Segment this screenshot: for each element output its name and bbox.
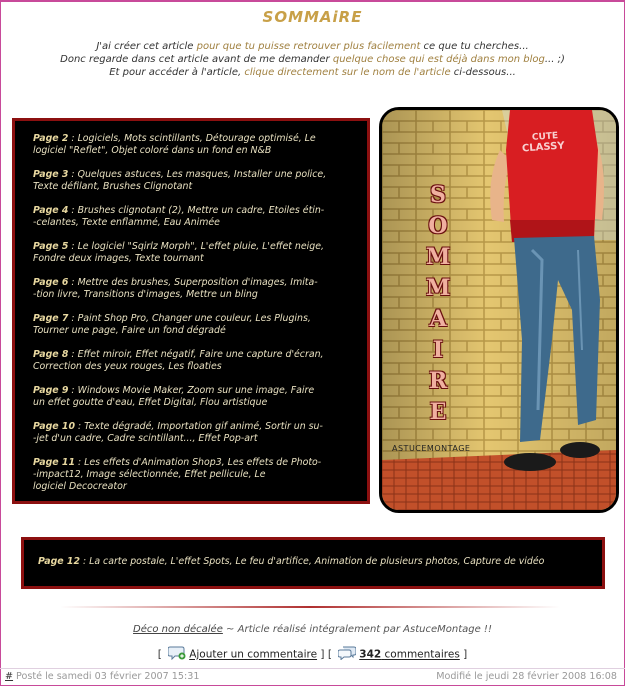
- page-topics-cont: -tion livre, Transitions d'images, Mettre un bling: [33, 289, 258, 300]
- page-topics-cont: -celantes, Texte enflammé, Eau Animée: [33, 217, 220, 228]
- page-topics-cont: un effet goutte d'eau, Effet Digital, Flou artistique: [33, 397, 268, 408]
- page-entry-8[interactable]: Page 8 : Effet miroir, Effet négatif, Faire une capture d'écran, Correction des yeux rouges, Les floaties: [33, 349, 324, 372]
- intro-line-1: [20, 40, 605, 53]
- intro-line-3c: ci-dessous...: [450, 67, 516, 78]
- intro-line-1a: J'ai créer cet article: [96, 41, 197, 52]
- vertical-letter: A: [429, 306, 447, 332]
- vertical-letter: R: [428, 368, 448, 394]
- pages-index-box: [12, 118, 370, 504]
- permalink[interactable]: #: [5, 671, 14, 682]
- section-divider: [60, 606, 560, 608]
- page-topics: La carte postale, L'effet Spots, Le feu d'artifice, Animation de plusieurs photos, Capture de vidéo: [89, 556, 545, 567]
- deco-link[interactable]: Déco non décalée: [133, 624, 223, 635]
- page-topics-cont: -impact12, Image sélectionnée, Effet pellicule, Le: [33, 469, 266, 480]
- intro-line-3-highlight: clique directement sur le nom de l'article: [244, 67, 451, 78]
- page-number: Page 4: [33, 205, 69, 216]
- page-topics-cont-2: logiciel Decocreator: [33, 481, 127, 492]
- credits-line: [0, 624, 625, 635]
- page-topics: Logiciels, Mots scintillants, Détourage optimisé, Le: [77, 133, 316, 144]
- vertical-letter: S: [430, 182, 446, 208]
- page-entry-11[interactable]: Page 11 : Les effets d'Animation Shop3, Les effets de Photo- -impact12, Image sélectionnée, Effet pellicule, Le logiciel Decocreator: [33, 457, 322, 492]
- page-topics-cont: Texte défilant, Brushes Clignotant: [33, 181, 193, 192]
- vertical-letter: E: [429, 399, 447, 425]
- page-entry-10[interactable]: Page 10 : Texte dégradé, Importation gif animé, Sortir un su- -jet d'un cadre, Cadre scintillant..., Effet Pop-art: [33, 421, 323, 444]
- page-number: Page 9: [33, 385, 69, 396]
- intro-line-2-highlight: quelque chose qui est déjà dans mon blog: [332, 54, 545, 65]
- page-topics-cont: logiciel "Reflet", Objet coloré dans un fond en N&B: [33, 145, 272, 156]
- page-number: Page 3: [33, 169, 69, 180]
- sommaire-photo: [379, 107, 619, 513]
- intro-line-2c: ... ;): [544, 54, 565, 65]
- comment-actions: [0, 646, 625, 663]
- page-topics-cont: -jet d'un cadre, Cadre scintillant..., Effet Pop-art: [33, 433, 258, 444]
- page-number: Page 6: [33, 277, 69, 288]
- page-topics: Quelques astuces, Les masques, Installer une police,: [77, 169, 327, 180]
- posted-date: Posté le samedi 03 février 2007 15:31: [16, 671, 200, 682]
- page-topics-cont: Tourner une page, Faire un fond dégradé: [33, 325, 226, 336]
- page-topics: Windows Movie Maker, Zoom sur une image, Faire: [77, 385, 315, 396]
- page-topics-cont: Correction des yeux rouges, Les floaties: [33, 361, 222, 372]
- page-number: Page 8: [33, 349, 69, 360]
- page-entry-2[interactable]: Page 2 : Logiciels, Mots scintillants, Détourage optimisé, Le logiciel "Reflet", Objet coloré dans un fond en N&B: [33, 133, 316, 156]
- vertical-letter: M: [426, 244, 451, 270]
- page-topics: Paint Shop Pro, Changer une couleur, Les Plugins,: [77, 313, 311, 324]
- page-number: Page 2: [33, 133, 69, 144]
- page-entry-4[interactable]: Page 4 : Brushes clignotant (2), Mettre un cadre, Etoiles étin- -celantes, Texte enflammé, Eau Animée: [33, 205, 325, 228]
- page-topics: Texte dégradé, Importation gif animé, Sortir un su-: [84, 421, 323, 432]
- page-topics-cont: Fondre deux images, Texte tournant: [33, 253, 204, 264]
- page-title: SOMMAiRE: [262, 8, 363, 26]
- page-12-box: [21, 537, 605, 589]
- intro-line-2a: Donc regarde dans cet article avant de me demander: [60, 54, 333, 65]
- vertical-letter: I: [432, 337, 444, 363]
- posted-info: [5, 671, 199, 682]
- bracket: [: [157, 648, 162, 661]
- page-number: Page 10: [33, 421, 75, 432]
- page-topics: Effet miroir, Effet négatif, Faire une capture d'écran,: [77, 349, 324, 360]
- page-entry-5[interactable]: Page 5 : Le logiciel "Sqirlz Morph", L'effet pluie, L'effet neige, Fondre deux images, Texte tournant: [33, 241, 324, 264]
- intro-line-3: [20, 66, 605, 79]
- comment-count: 342: [359, 648, 382, 661]
- intro-line-3a: Et pour accéder à l'article,: [109, 67, 245, 78]
- comments-icon[interactable]: [338, 646, 356, 663]
- vertical-letter: O: [428, 213, 448, 239]
- comments-link[interactable]: [359, 649, 460, 661]
- comments-label: commentaires: [384, 648, 460, 661]
- intro-line-1c: ce que tu cherches...: [420, 41, 529, 52]
- page-entry-3[interactable]: Page 3 : Quelques astuces, Les masques, Installer une police, Texte défilant, Brushes Clignotant: [33, 169, 327, 192]
- page-number: Page 5: [33, 241, 69, 252]
- intro-text: [20, 40, 605, 79]
- page-topics: Mettre des brushes, Superposition d'images, Imita-: [77, 277, 318, 288]
- page-entry-12[interactable]: Page 12 : La carte postale, L'effet Spots, Le feu d'artifice, Animation de plusieurs photos, Capture de vidéo: [38, 556, 545, 567]
- vertical-letter: M: [426, 275, 451, 301]
- photo-vertical-title: [426, 180, 450, 428]
- post-footer: [0, 668, 625, 685]
- bracket-separator: ] [: [320, 648, 332, 661]
- page-topics: Les effets d'Animation Shop3, Les effets de Photo-: [84, 457, 322, 468]
- photo-watermark: ASTUCEMONTAGE: [392, 444, 471, 453]
- intro-line-2: [20, 53, 605, 66]
- page-topics: Le logiciel "Sqirlz Morph", L'effet pluie, L'effet neige,: [77, 241, 324, 252]
- page-entry-7[interactable]: Page 7 : Paint Shop Pro, Changer une couleur, Les Plugins, Tourner une page, Faire un fond dégradé: [33, 313, 311, 336]
- page-number: Page 7: [33, 313, 69, 324]
- page-number: Page 12: [38, 556, 80, 567]
- page-number: Page 11: [33, 457, 75, 468]
- shirt-text-classy: CLASSY: [521, 140, 565, 155]
- page-entry-6[interactable]: Page 6 : Mettre des brushes, Superposition d'images, Imita- -tion livre, Transitions d'images, Mettre un bling: [33, 277, 318, 300]
- intro-line-1-highlight: pour que tu puisse retrouver plus facilement: [196, 41, 421, 52]
- add-comment-icon[interactable]: [168, 646, 186, 663]
- bracket: ]: [463, 648, 468, 661]
- add-comment-link[interactable]: Ajouter un commentaire: [189, 648, 318, 661]
- page-topics: Brushes clignotant (2), Mettre un cadre, Etoiles étin-: [77, 205, 325, 216]
- page-entry-9[interactable]: Page 9 : Windows Movie Maker, Zoom sur une image, Faire un effet goutte d'eau, Effet Digital, Flou artistique: [33, 385, 315, 408]
- credits-text: ~ Article réalisé intégralement par AstuceMontage !!: [222, 624, 492, 635]
- shirt-text-cute: CUTE: [531, 131, 559, 143]
- modified-date: Modifié le jeudi 28 février 2008 16:08: [436, 671, 617, 682]
